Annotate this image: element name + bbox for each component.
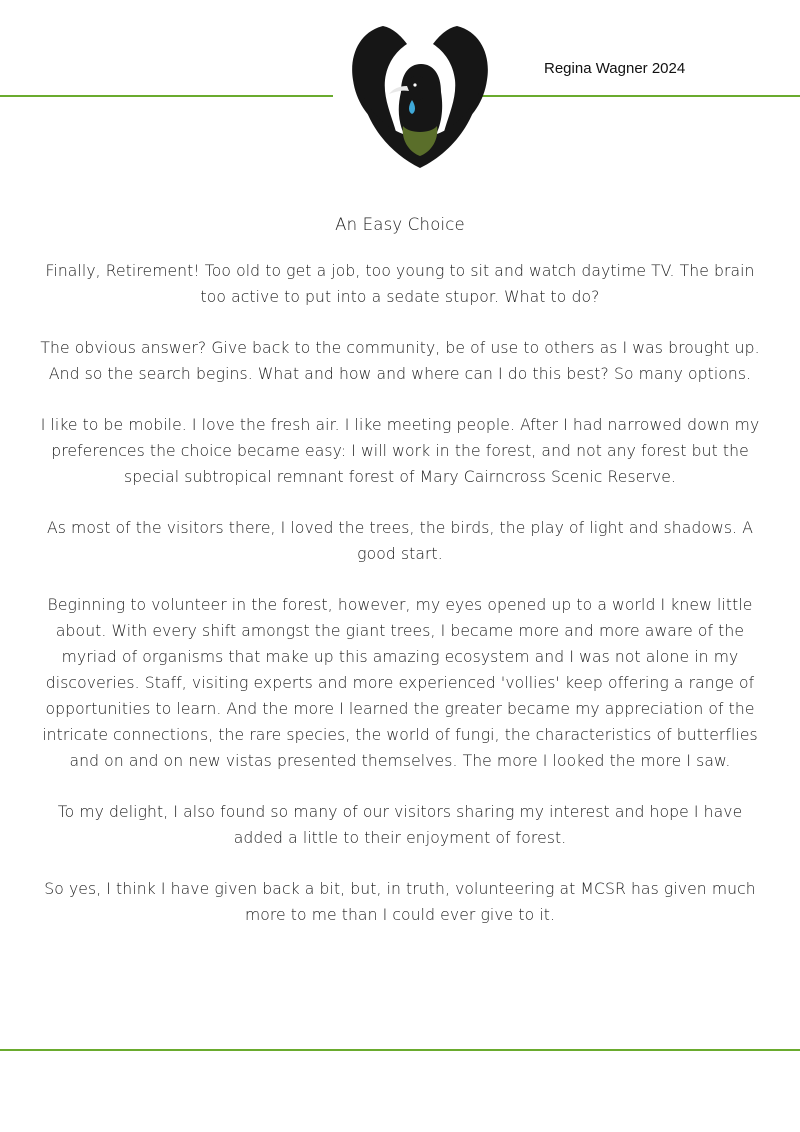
article-title: An Easy Choice bbox=[335, 215, 465, 234]
article-body bbox=[40, 212, 760, 953]
paragraph: So yes, I think I have given back a bit, but, in truth, volunteering at MCSR has given much more to me than I could ever give to it. bbox=[44, 880, 756, 924]
footer-divider bbox=[0, 1049, 800, 1051]
header-divider-left bbox=[0, 95, 333, 97]
paragraph: Beginning to volunteer in the forest, however, my eyes opened up to a world I knew little about. With every shift amongst the giant trees, I became more and more aware of the myriad of organisms that make up this amazing ecosystem and I was not alone in my discoveries. Staff, visiting experts and more experienced 'vollies' keep offering a range of opportunities to learn. And the more I learned the greater became my appreciation of the intricate connections, the rare species, the world of fungi, the characteristics of butterflies and on and on new vistas presented themselves. The more I looked the more I saw. bbox=[42, 596, 758, 770]
header-divider-right bbox=[462, 95, 800, 97]
paragraph: Finally, Retirement! Too old to get a job, too young to sit and watch daytime TV. The brain too active to put into a sedate stupor. What to do? bbox=[45, 262, 755, 306]
author-byline: Regina Wagner 2024 bbox=[544, 60, 686, 77]
paragraph: The obvious answer? Give back to the community, be of use to others as I was brought up. And so the search begins. What and how and where can I do this best? So many options. bbox=[40, 339, 760, 383]
bird-icon bbox=[345, 22, 495, 172]
paragraph: To my delight, I also found so many of our visitors sharing my interest and hope I have added a little to their enjoyment of forest. bbox=[57, 803, 743, 847]
paragraph: I like to be mobile. I love the fresh air. I like meeting people. After I had narrowed down my preferences the choice became easy: I will work in the forest, and not any forest but the special subtropical remnant forest of Mary Cairncross Scenic Reserve. bbox=[40, 416, 760, 486]
paragraph: As most of the visitors there, I loved the trees, the birds, the play of light and shadows. A good start. bbox=[47, 519, 753, 563]
